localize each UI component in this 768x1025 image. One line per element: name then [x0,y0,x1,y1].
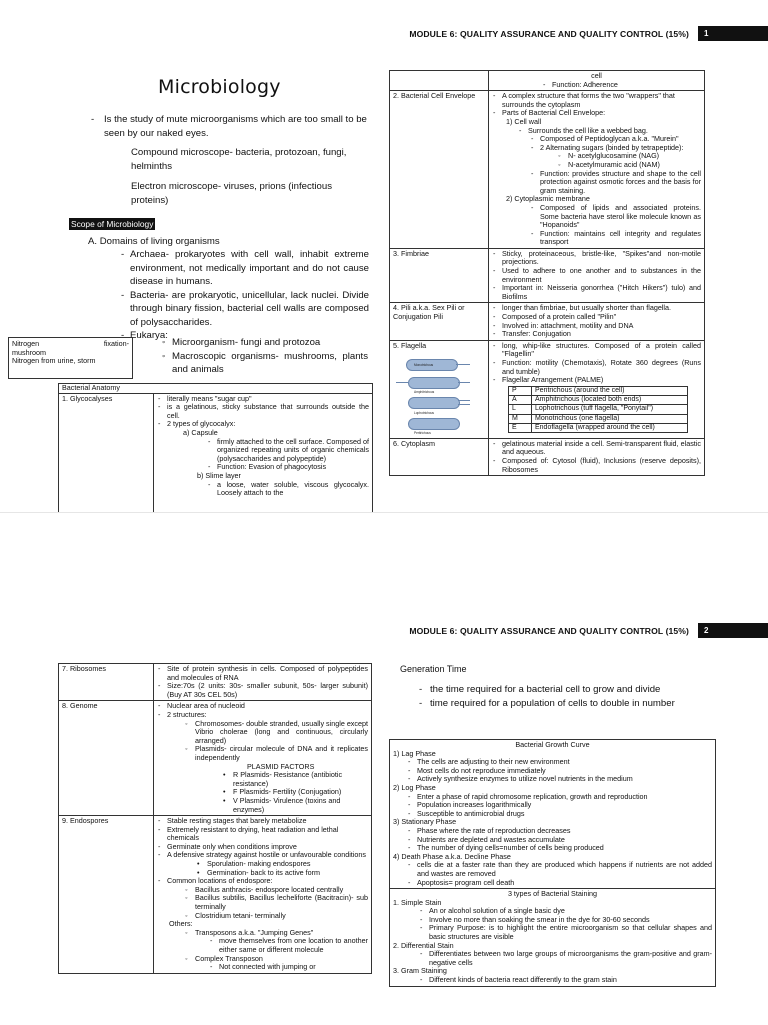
pili-item: - Composed of a protein called "Pilin" [492,313,701,322]
scope-heading-text: Scope of Microbiology [71,219,154,229]
domains-list [120,248,369,343]
cell-wall-heading: 1) Cell wall [506,116,542,126]
flagellum-line [456,364,470,365]
adherence-cell [489,71,705,91]
plasmid-factor-item: • F Plasmids- Fertility (Conjugation) [221,788,368,797]
genome-content [154,701,372,816]
flagellum-line [458,404,470,405]
envelope-content [489,91,705,249]
location-item: ◦ Clostridium tetani- terminally [183,912,368,921]
phase-item: - The number of dying cells=number of cells being produced [407,844,712,853]
location-item: ◦ Bacillus anthracis- endospore located centrally [183,886,368,895]
flagella-label: 5. Flagella [393,340,427,350]
flagella-item: - Function: motility (Chemotaxis), Rotate 360 degrees (Runs and tumble) [492,359,701,376]
scope-heading [69,214,155,232]
cell-wall-function: - Function: provides structure and shape to the cell protection against osmotic forces and the basis for gram staining. [530,170,701,196]
eukarya-list [160,336,368,377]
palme-row [509,386,688,395]
capsule-item: - Function: Evasion of phagocytosis [207,463,369,472]
simple-stain-heading: 1. Simple Stain [393,897,442,907]
palme-value: Monotrichous (one flagella) [532,414,688,423]
stain-item: - Differentiates between two large groups of microorganisms the gram-positive and gram-negative cells [419,950,712,967]
ribosomes-label: 7. Ribosomes [59,664,154,701]
lag-phase-heading: 1) Lag Phase [393,748,436,758]
page-1 [0,0,768,512]
staining-heading: 3 types of Bacterial Staining [507,889,598,899]
sporulation-item: • Sporulation- making endospores [195,860,368,869]
pili-label: 4. Pili a.k.a. Sex Pili or Conjugation Pili [390,303,489,340]
flagella-diagram [394,357,478,437]
others-heading: Others: [169,919,193,929]
ribosomes-item: - Site of protein synthesis in cells. Composed of polypeptides and molecules of RNA [157,665,368,682]
gram-stain-heading: 3. Gram Staining [393,966,447,976]
death-phase-heading: 4) Death Phase a.k.a. Decline Phase [393,851,511,861]
palme-value: Peritrichous (around the cell) [532,386,688,395]
phase-item: - Enter a phase of rapid chromosome replication, growth and reproduction [407,793,712,802]
cell-wall-item: - Composed of Peptidoglycan a.k.a. "Murein" [530,135,701,144]
anatomy-heading: Bacterial Anatomy [59,384,373,394]
flagellum-line [458,400,470,401]
electron-microscope-text: Electron microscope- viruses, prions (infectious proteins) [131,181,333,206]
cyto-membrane-item: - Composed of lipids and associated proteins. Some bacteria have sterol like molecule known as "Hopanoids" [530,204,701,230]
cell-wall-item: - Surrounds the cell like a webbed bag. [518,127,701,136]
transposon-move-item: - move themselves from one location to another either same or different molecule [209,937,368,954]
palme-row [509,414,688,423]
not-connected-item: - Not connected with jumping or [209,963,368,972]
chromosome-item: ◦ Chromosomes- double stranded, usually single except Vibrio cholerae (long and continuous, circularly arranged) [183,720,368,746]
phase-item: - cells die at a faster rate than they are produced which happens if nutrients are not added and wastes are removed [407,861,712,878]
palme-table [508,386,688,433]
sugar-item: ◦ N- acetylglucosamine (NAG) [556,152,701,161]
page-title: Microbiology [158,76,281,98]
eukarya-text: Eukarya: [130,330,168,341]
note-line-3: Nitrogen from urine, storm [12,356,96,366]
empty-label-cell [390,71,489,91]
micro-text: Microorganism- fungi and protozoa [172,337,321,348]
phase-item: - Population increases logarithmically [407,801,712,810]
growth-curve-table [389,739,716,987]
palme-key: M [509,414,532,423]
palme-key: A [509,396,532,405]
log-phase-heading: 2) Log Phase [393,782,436,792]
cytoplasm-content [489,438,705,475]
palme-key: L [509,405,532,414]
fimbriae-item: - Used to adhere to one another and to substances in the environment [492,267,701,284]
microorganism-item [160,336,368,350]
endospore-item: - Germinate only when conditions improve [157,843,368,852]
diagram-label: Amphitrichous [414,389,435,394]
stain-item: - Different kinds of bacteria react differently to the gram stain [419,976,712,985]
endospore-item: - A defensive strategy against hostile or unfavourable conditions [157,851,368,860]
cell-wall-item: - 2 Alternating sugars (binded by tetrapeptide): [530,144,701,153]
phase-item: - Susceptible to antimicrobial drugs [407,810,712,819]
transposons-item: ◦ Transposons a.k.a. "Jumping Genes" [183,929,368,938]
page-number: 2 [698,623,768,638]
note-line-2: mushroom [12,347,46,357]
plasmid-factor-item: • V Plasmids- Virulence (toxins and enzymes) [221,797,368,814]
ribosomes-item: - Size:70s (2 units: 30s- smaller subunit, 50s- larger subunit) (Buy AT 30s CEL 50s) [157,682,368,699]
note-line-1: Nitrogen fixation- [12,339,129,348]
palme-value: Amphitrichous (located both ends) [532,396,688,405]
growth-curve-content [390,740,716,889]
stain-item: - An or alcohol solution of a single basic dye [419,907,712,916]
diagram-label: Lophotrichous [414,410,435,415]
phase-item: - Phase where the rate of reproduction decreases [407,827,712,836]
endospore-item: - Stable resting stages that barely metabolize [157,817,368,826]
generation-time-item: - time required for a population of cells to double in number [418,697,700,711]
flagella-content [489,340,705,438]
compound-microscope-text: Compound microscope- bacteria, protozoan, fungi, helminths [131,147,347,172]
sugar-item: ◦ N-acetylmuramic acid (NAM) [556,161,701,170]
page-header [409,26,768,41]
bacteria-item [120,289,369,330]
glyco-item: - literally means "sugar cup" [157,395,369,404]
cyto-membrane-heading: 2) Cytoplasmic membrane [506,194,590,204]
cytoplasm-item: - Composed of: Cytosol (fluid), Inclusions (reserve deposits), Ribosomes [492,457,701,474]
pili-item: - longer than fimbriae, but usually shorter than flagella. [492,304,701,313]
glyco-item: - 2 types of glycocalyx: [157,420,369,429]
module-title: MODULE 6: QUALITY ASSURANCE AND QUALITY CONTROL (15%) [409,28,689,39]
phase-item: - Nutrients are depleted and wastes accumulate [407,836,712,845]
flagella-item: - long, whip-like structures. Composed of a protein called "Flagellin" [492,342,701,359]
glyco-label: 1. Glycocalyses [59,393,154,512]
module-title: MODULE 6: QUALITY ASSURANCE AND QUALITY CONTROL (15%) [409,625,689,636]
envelope-item: - A complex structure that forms the two "wrappers" that surrounds the cytoplasm [492,92,701,109]
pili-content [489,303,705,340]
page-header [409,623,768,638]
slime-heading: b) Slime layer [197,470,241,480]
cytoplasm-label: 6. Cytoplasm [390,438,489,475]
fimbriae-label: 3. Fimbriae [390,248,489,303]
cyto-membrane-item: - Function: maintains cell integrity and regulates transport [530,230,701,247]
bacterium-shape [408,397,460,409]
complex-transposon-item: ◦ Complex Transposon [183,955,368,964]
pili-item: - Transfer: Conjugation [492,330,701,339]
domains-heading: A. Domains of living organisms [88,236,220,247]
staining-content [390,889,716,987]
bacteria-text: Bacteria- are prokaryotic, unicellular, lack nuclei. Divide through binary fission, bacterial cell walls are composed of polysaccharides. [130,289,369,328]
fimbriae-content [489,248,705,303]
genome-item: - Nuclear area of nucleoid [157,702,368,711]
phase-item: - Actively synthesize enzymes to utilize novel nutrients in the medium [407,775,712,784]
pili-item: - Involved in: attachment, motility and DNA [492,322,701,331]
intro-text: Is the study of mute microorganisms which are too small to be seen by our naked eyes. [104,114,367,139]
page-2 [0,512,768,1025]
palme-key: E [509,423,532,432]
flagella-label-cell [390,340,489,438]
endospores-content [154,816,372,974]
endospore-item: - Extremely resistant to drying, heat radiation and lethal chemicals [157,826,368,843]
diagram-label: Peritrichous [414,430,431,435]
slime-item: - a loose, water soluble, viscous glycocalyx. Loosely attach to the [207,481,369,498]
phase-item: - Apoptosis= program cell death [407,879,712,888]
glyco-item: - is a gelatinous, sticky substance that surrounds outside the cell. [157,403,369,420]
page-number: 1 [698,26,768,41]
stationary-phase-heading: 3) Stationary Phase [393,817,457,827]
cytoplasm-item: - gelatinous material inside a cell. Semi-transparent fluid, elastic and aqueous. [492,440,701,457]
generation-time-heading: Generation Time [400,664,467,674]
stain-item: - Involve no more than soaking the smear in the dye for 30-60 seconds [419,916,712,925]
capsule-heading: a) Capsule [183,427,218,437]
generation-time-item: - the time required for a bacterial cell to grow and divide [418,683,700,697]
capsule-item: - firmly attached to the cell surface. Composed of organized repeating units of organic chemicals (polysaccharides and polypeptide) [207,438,369,464]
phase-item: - The cells are adjusting to their new environment [407,758,712,767]
anatomy-table-continued [389,70,705,476]
location-item: ◦ Bacillus subtilis, Bacillus lecheliforte (Bacitracin)- sub terminally [183,894,368,911]
macro-text: Macroscopic organisms- mushrooms, plants and animals [172,350,368,375]
genome-label: 8. Genome [59,701,154,816]
generation-time-list [418,683,700,710]
flagellum-line [396,382,408,383]
ribosomes-content [154,664,372,701]
flagella-item: - Flagellar Arrangement (PALME) [492,376,701,385]
macroscopic-item [160,350,368,377]
anatomy-table [58,383,373,512]
fimbriae-item: - Important in: Neisseria gonorrhea ("Hitch Hikers") tulo) and Biofilms [492,284,701,301]
growth-curve-heading: Bacterial Growth Curve [515,740,590,749]
plasmid-factors-heading: PLASMID FACTORS [247,761,315,771]
cell-text: cell [591,71,602,80]
phase-item: - Most cells do not reproduce immediately [407,767,712,776]
palme-key: P [509,386,532,395]
intro-paragraph [90,113,372,140]
fimbriae-item: - Sticky, proteinaceous, bristle-like, "Spikes"and non-motile projections. [492,250,701,267]
differential-stain-heading: 2. Differential Stain [393,940,454,950]
palme-row [509,423,688,432]
archaea-item [120,248,369,289]
note-box [8,337,133,379]
palme-row [509,396,688,405]
palme-value: Lophotrichous (tuff flagella, "Ponytail") [532,405,688,414]
anatomy-table-page2 [58,663,372,974]
plasmid-factor-item: • R Plasmids- Resistance (antibiotic resistance) [221,771,368,788]
envelope-label: 2. Bacterial Cell Envelope [390,91,489,249]
genome-item: - 2 structures: [157,711,368,720]
endospores-label: 9. Endospores [59,816,154,974]
archaea-text: Archaea- prokaryotes with cell wall, inhabit extreme environment, not medically important and do not cause disease in humans. [130,249,369,287]
flagellum-line [458,382,470,383]
sporulation-item: • Germination- back to its active form [195,869,368,878]
stain-item: - Primary Purpose: is to highlight the entire microorganism so that cellular shapes and basic structures are visible [419,924,712,941]
envelope-item: - Parts of Bacterial Cell Envelope: [492,109,701,118]
common-locations-heading: - Common locations of endospore: [157,877,368,886]
adherence-text: - Function: Adherence [542,81,701,90]
glyco-content [154,393,373,512]
palme-row [509,405,688,414]
palme-value: Endoflagella (wrapped around the cell) [532,423,688,432]
plasmids-item: ◦ Plasmids- circular molecule of DNA and it replicates independently [183,745,368,762]
diagram-label: Monotrichous [414,362,434,367]
